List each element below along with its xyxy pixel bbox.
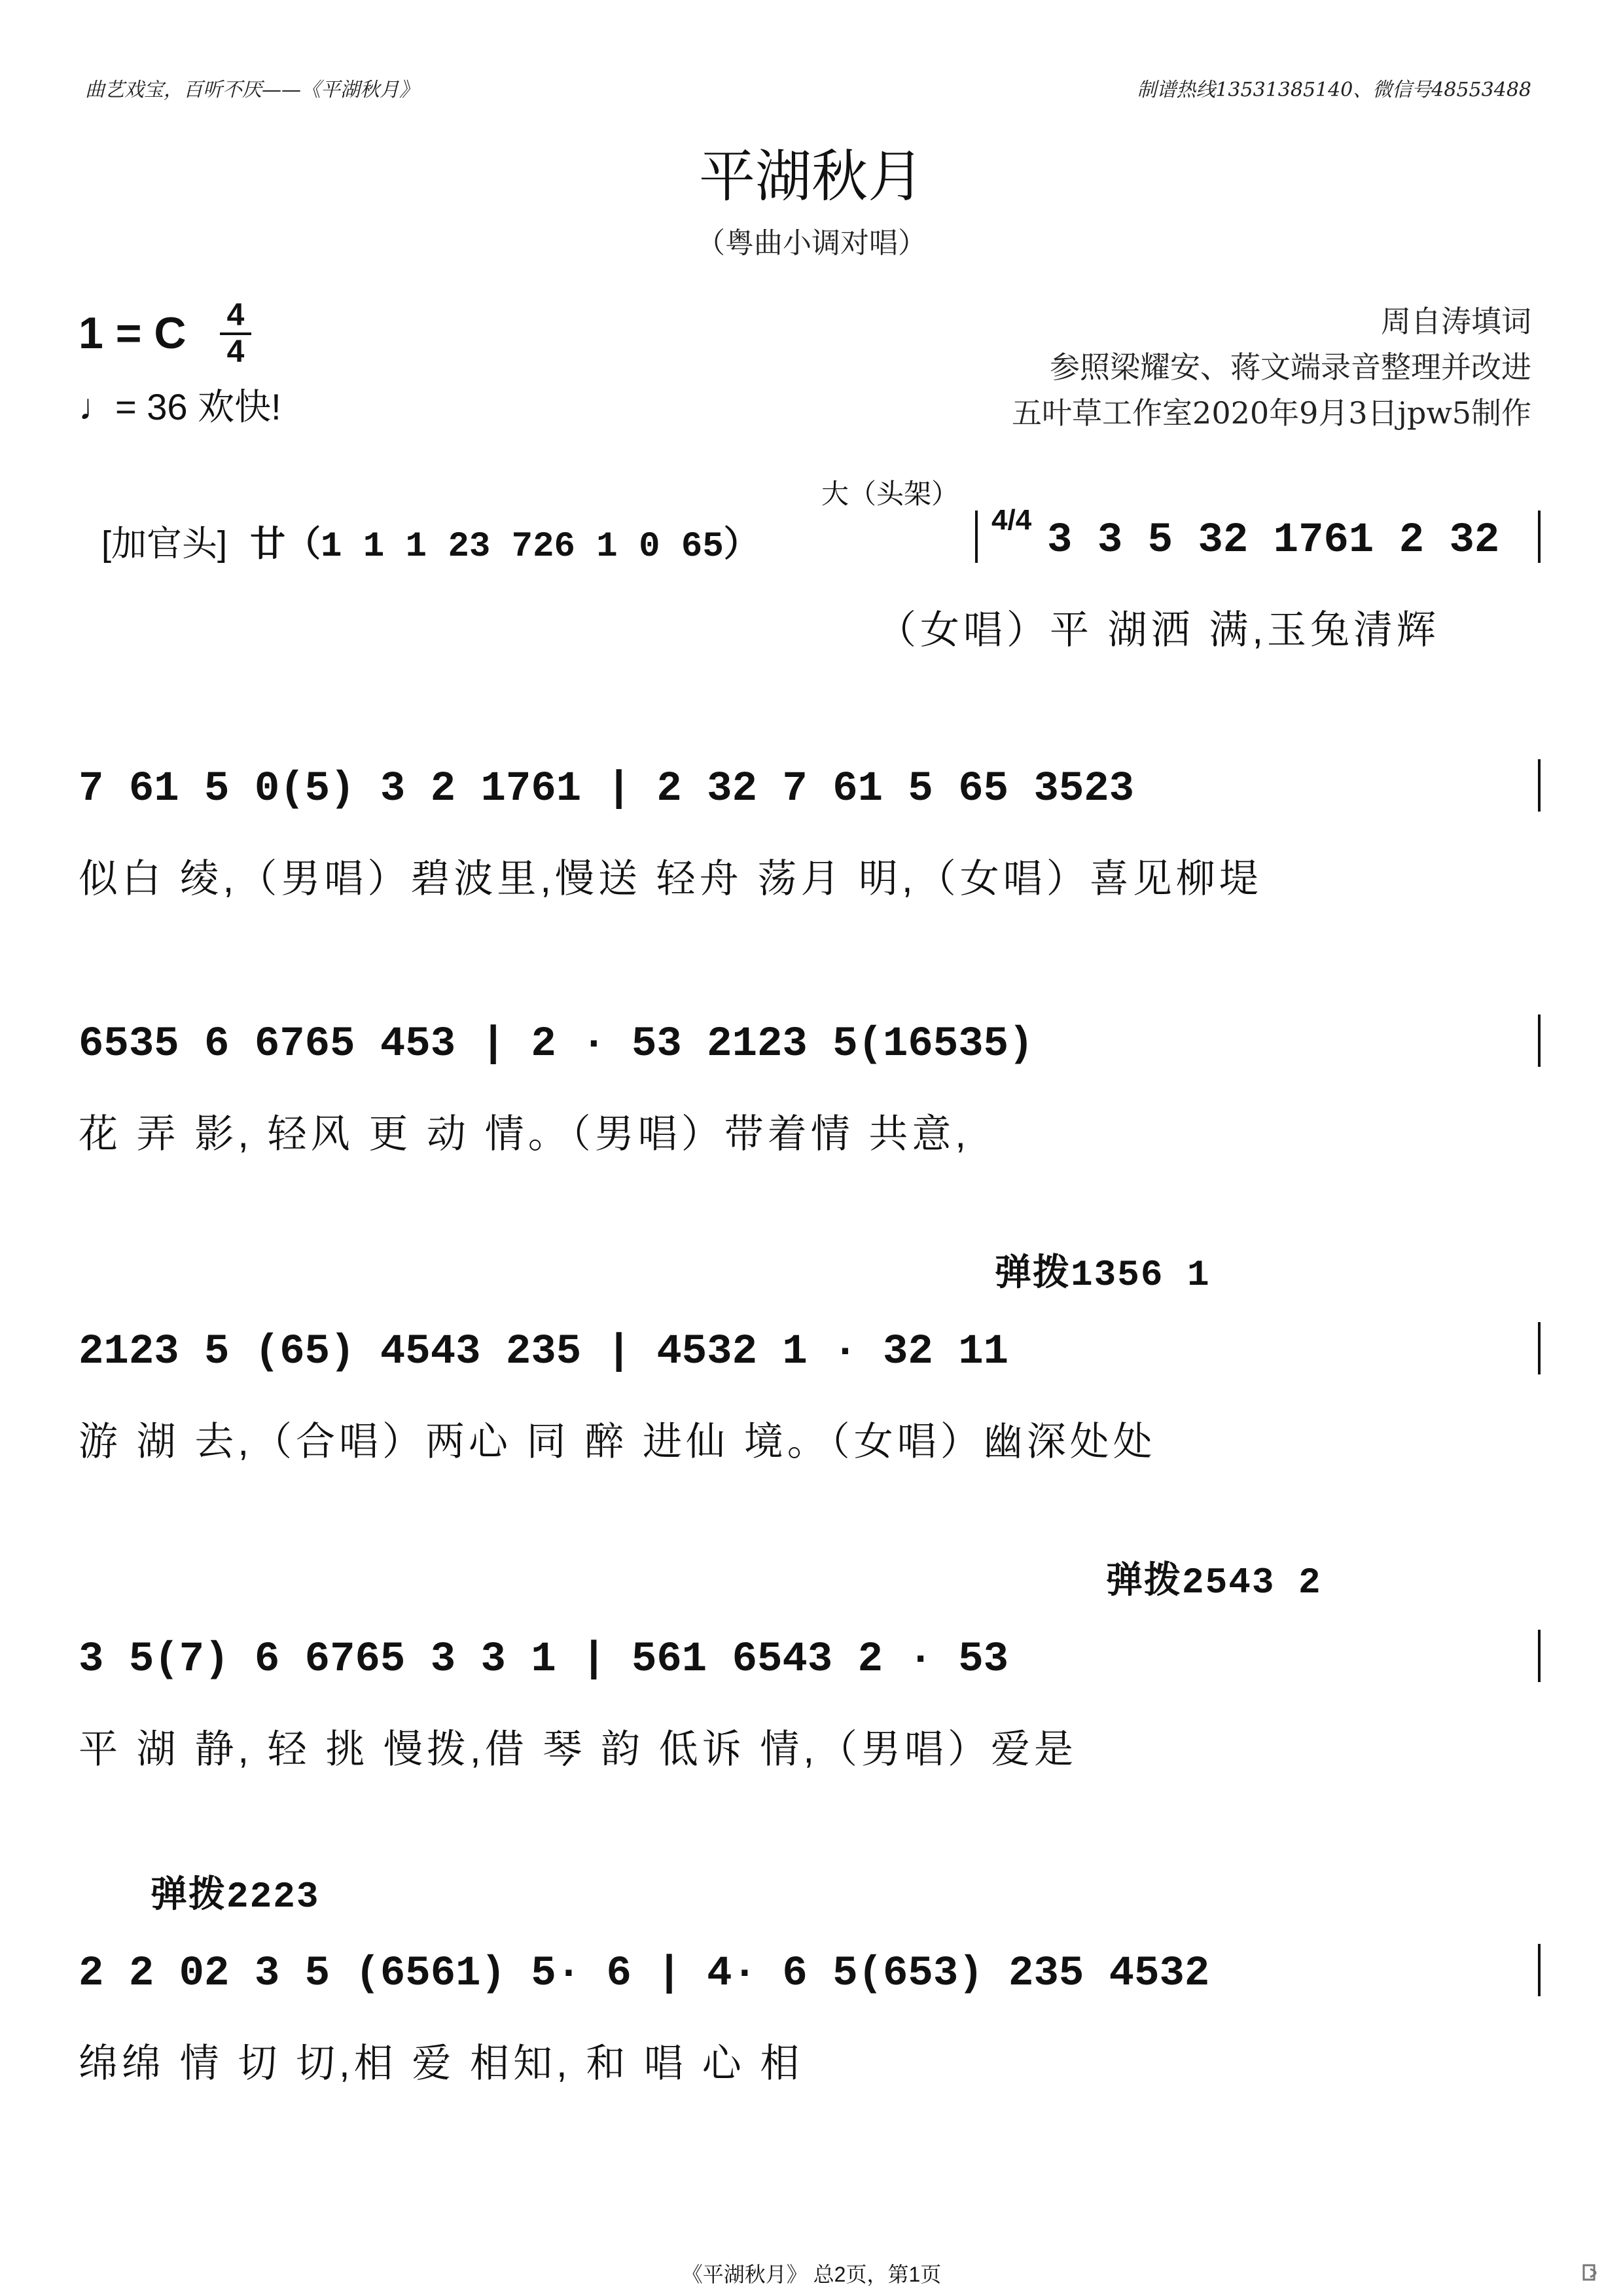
- credit-arranger: 参照梁耀安、蒋文端录音整理并改进: [1050, 350, 1531, 385]
- page-subtitle: （粤曲小调对唱）: [696, 226, 927, 260]
- row-2-notes: 7 61 5 0(5) 3 2 1761 | 2 32 7 61 5 65 3523: [79, 766, 1135, 813]
- row-3-lyrics: 花 弄 影, 轻风 更 动 情。（男唱）带着情 共意,: [79, 1112, 971, 1156]
- row-5-ornament: 弹拨2543 2: [1106, 1562, 1322, 1604]
- site-logo: [1581, 2261, 1603, 2282]
- row-3-notes: 6535 6 6765 453 | 2 · 53 2123 5(16535): [79, 1021, 1034, 1068]
- row-1-lyrics: （女唱）平 湖洒 满,玉兔清辉: [877, 608, 1440, 652]
- row-6-notes: 2 2 02 3 5 (6561) 5· 6 | 4· 6 5(653) 235 4532: [79, 1950, 1210, 1998]
- row-2-lyrics: 似白 绫,（男唱）碧波里,慢送 轻舟 荡月 明,（女唱）喜见柳堤: [79, 857, 1262, 901]
- row-1-notes: 3 3 5 32 1761 2 32: [1047, 517, 1500, 564]
- intro-notes: 廿（1 1 1 23 726 1 0 65）: [250, 527, 759, 567]
- percussion-mark: 大（头架）: [821, 478, 959, 509]
- row-4-ornament: 弹拨1356 1: [995, 1254, 1211, 1296]
- row-4-lyrics: 游 湖 去,（合唱）两心 同 醉 进仙 境。（女唱）幽深处处: [79, 1420, 1156, 1463]
- row-6-ornament: 弹拨2223: [151, 1876, 320, 1918]
- row-5-notes: 3 5(7) 6 6765 3 3 1 | 561 6543 2 · 53: [79, 1636, 1009, 1683]
- time-signature-top: 4: [226, 298, 245, 332]
- row-4-notes: 2123 5 (65) 4543 235 | 4532 1 · 32 11: [79, 1329, 1009, 1376]
- key-signature: 1 = C: [79, 308, 187, 358]
- row-6-lyrics: 绵绵 情 切 切,相 爱 相知, 和 唱 心 相: [79, 2041, 804, 2085]
- page-title: 平湖秋月: [699, 144, 924, 209]
- header-right: 制谱热线13531385140、微信号48553488: [1137, 79, 1531, 101]
- credit-producer: 五叶草工作室2020年9月3日jpw5制作: [1012, 395, 1531, 431]
- intro-label: [加官头]: [101, 524, 228, 564]
- tempo-marking: ♩= 36 欢快!: [79, 386, 281, 427]
- header-left: 曲艺戏宝，百听不厌——《平湖秋月》: [85, 79, 419, 101]
- time-signature-bottom: 4: [226, 334, 245, 369]
- intro-line: [101, 516, 759, 567]
- logo-icon: [1581, 2263, 1603, 2282]
- intro-timesig: 4/4: [991, 504, 1032, 536]
- time-signature: [216, 300, 255, 368]
- row-5-lyrics: 平 湖 静, 轻 挑 慢拨,借 琴 韵 低诉 情,（男唱）爱是: [79, 1727, 1078, 1771]
- credit-lyricist: 周自涛填词: [1381, 304, 1531, 339]
- page-footer: 《平湖秋月》 总2页，第1页: [681, 2263, 942, 2286]
